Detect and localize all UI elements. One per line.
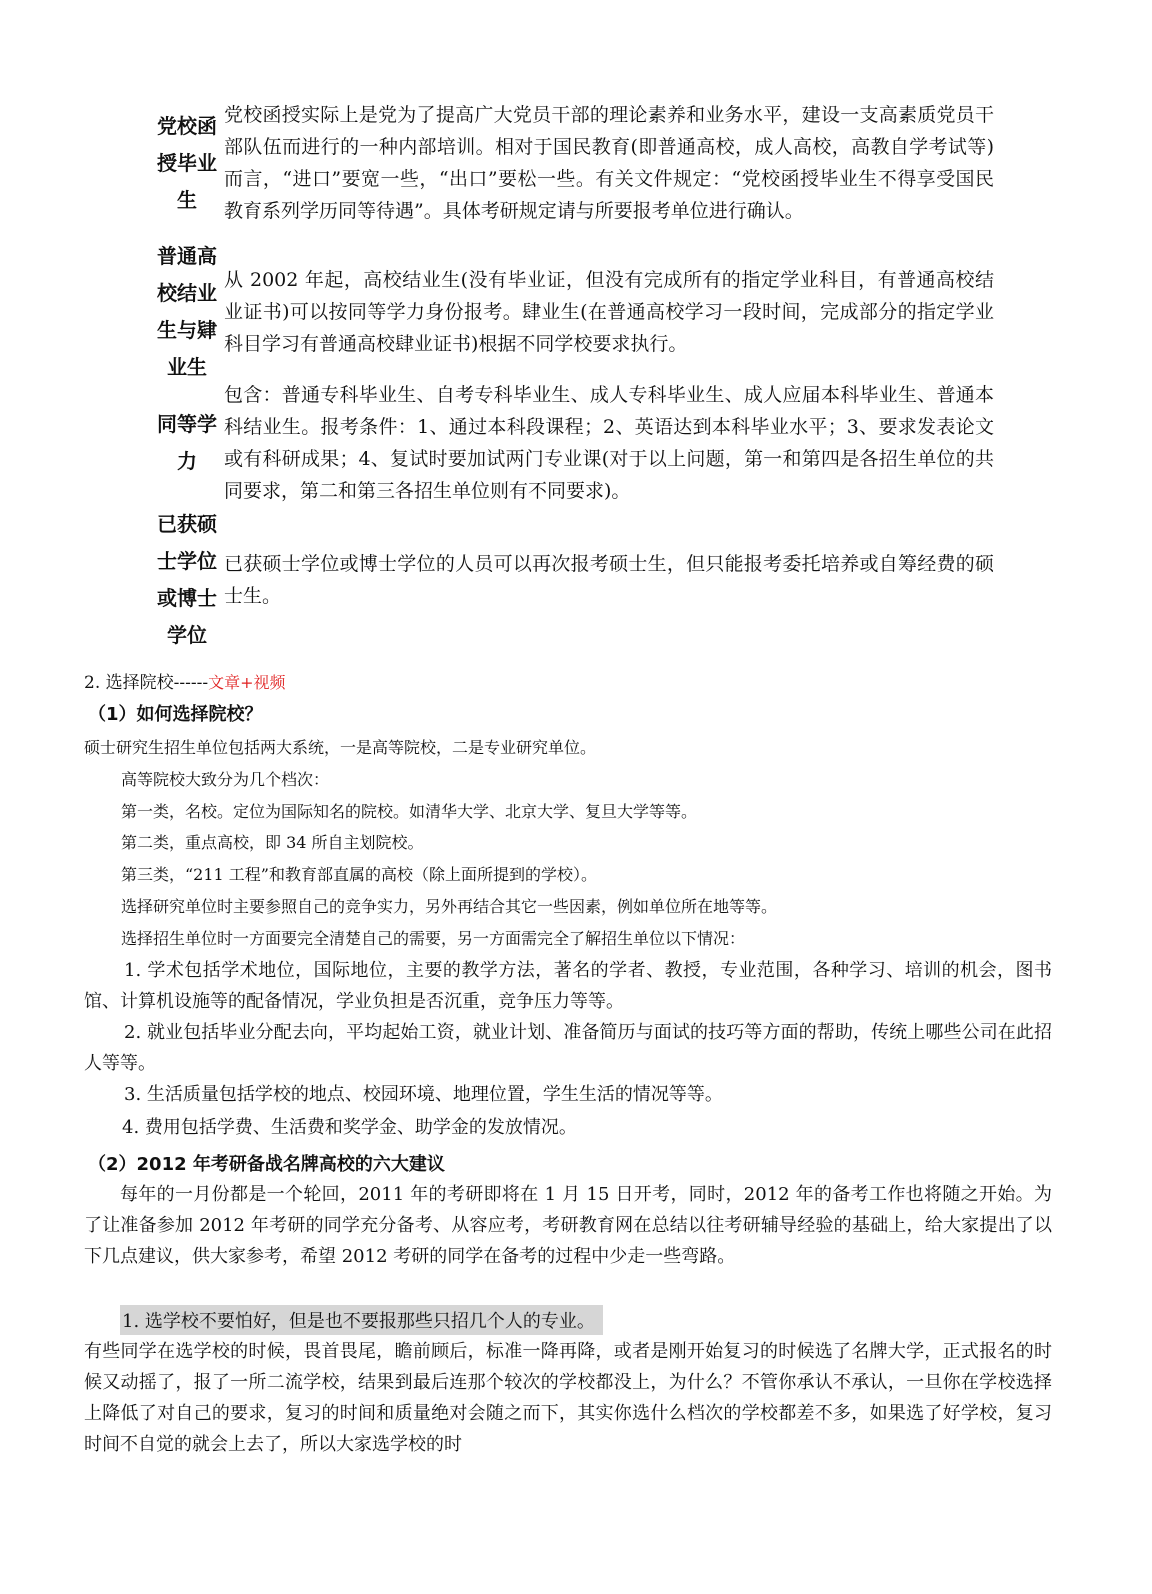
- list-item: 2. 就业包括毕业分配去向，平均起始工资，就业计划、准备简历与面试的技巧等方面的帮助，传统上哪些公司在此招人等等。: [84, 1022, 1052, 1074]
- definition-term: 同等学力: [157, 412, 217, 473]
- definition-text: 党校函授实际上是党为了提高广大党员干部的理论素养和业务水平，建设一支高素质党员干部队伍而进行的一种内部培训。相对于国民教育(即普通高校，成人高校，高教自学考试等)而言，“进口”要宽一些，“出口”要松一些。有关文件规定：“党校函授毕业生不得享受国民教育系列学历同等待遇”。具体考研规定请与所要报考单位进行确认。: [224, 104, 994, 222]
- section-title: 2. 选择院校------: [84, 673, 209, 693]
- definition-term: 党校函授毕业生: [157, 113, 217, 212]
- definition-row: [150, 380, 1000, 506]
- subsection-title: （2）2012 年考研备战名牌高校的六大建议: [88, 1154, 445, 1175]
- definition-text: 包含：普通专科毕业生、自考专科毕业生、成人专科毕业生、成人应届本科毕业生、普通本科结业生。报考条件：1、通过本科段课程；2、英语达到本科毕业水平；3、要求发表论文或有科研成果；4、复试时要加试两门专业课(对于以上问题，第一和第四是各招生单位的共同要求，第二和第三各招生单位则有不同要求)。: [224, 384, 994, 502]
- intro-text: 硕士研究生招生单位包括两大系统，一是高等院校，二是专业研究单位。: [84, 738, 597, 757]
- paragraph-line: 高等院校大致分为几个档次：: [121, 770, 330, 789]
- paragraph-line: 选择研究单位时主要参照自己的竞争实力，另外再结合其它一些因素，例如单位所在地等等。: [121, 897, 778, 916]
- list-item: 4. 费用包括学费、生活费和奖学金、助学金的发放情况。: [122, 1117, 577, 1138]
- video-article-link[interactable]: 文章+视频: [208, 673, 286, 692]
- paragraph: 有些同学在选学校的时候，畏首畏尾，瞻前顾后，标准一降再降，或者是刚开始复习的时候选了名牌大学，正式报名的时候又动摇了，报了一所二流学校，结果到最后连那个较次的学校都没上，为什么？不管你承认不承认，一旦你在学校选择上降低了对自己的要求，复习的时间和质量绝对会随之而下，其实你选什么档次的学校都差不多，如果选了好学校，复习时间不自觉的就会上去了，所以大家选学校的时: [84, 1341, 1052, 1455]
- definition-term: 已获硕士学位或博士学位: [157, 512, 217, 647]
- paragraph-line: 第一类，名校。定位为国际知名的院校。如清华大学、北京大学、复旦大学等等。: [121, 802, 698, 821]
- definition-term: 普通高校结业生与肄业生: [157, 244, 217, 379]
- subsection-title: （1）如何选择院校？: [88, 704, 263, 725]
- paragraph-line: 选择招生单位时一方面要完全清楚自己的需要，另一方面需完全了解招生单位以下情况：: [121, 929, 746, 948]
- section-heading: [84, 668, 286, 693]
- list-item: 1. 学术包括学术地位，国际地位，主要的教学方法，著名的学者、教授，专业范围，各种学习、培训的机会，图书馆、计算机设施等的配备情况，学业负担是否沉重，竞争压力等等。: [84, 960, 1052, 1012]
- definition-row: [150, 244, 1000, 380]
- paragraph-line: 第三类，“211 工程”和教育部直属的高校（除上面所提到的学校）。: [121, 865, 597, 884]
- highlighted-advice: 1. 选学校不要怕好，但是也不要报那些只招几个人的专业。: [120, 1305, 603, 1335]
- definitions-table: [150, 82, 1000, 654]
- definition-row: [150, 82, 1000, 244]
- paragraph: 每年的一月份都是一个轮回，2011 年的考研即将在 1 月 15 日开考，同时，2012 年的备考工作也将随之开始。为了让准备参加 2012 年考研的同学充分备考、从容应考，考研教育网在总结以往考研辅导经验的基础上，给大家提出了以下几点建议，供大家参考，希望 2012 考研的同学在备考的过程中少走一些弯路。: [84, 1184, 1052, 1267]
- list-item: 3. 生活质量包括学校的地点、校园环境、地理位置，学生生活的情况等等。: [124, 1084, 723, 1105]
- definition-text: 已获硕士学位或博士学位的人员可以再次报考硕士生，但只能报考委托培养或自筹经费的硕士生。: [224, 553, 994, 607]
- paragraph-line: 第二类，重点高校，即 34 所自主划院校。: [121, 833, 424, 852]
- definition-text: 从 2002 年起，高校结业生(没有毕业证，但没有完成所有的指定学业科目，有普通高校结业证书)可以按同等学力身份报考。肆业生(在普通高校学习一段时间，完成部分的指定学业科目学习有普通高校肆业证书)根据不同学校要求执行。: [224, 269, 994, 355]
- definition-row: [150, 506, 1000, 654]
